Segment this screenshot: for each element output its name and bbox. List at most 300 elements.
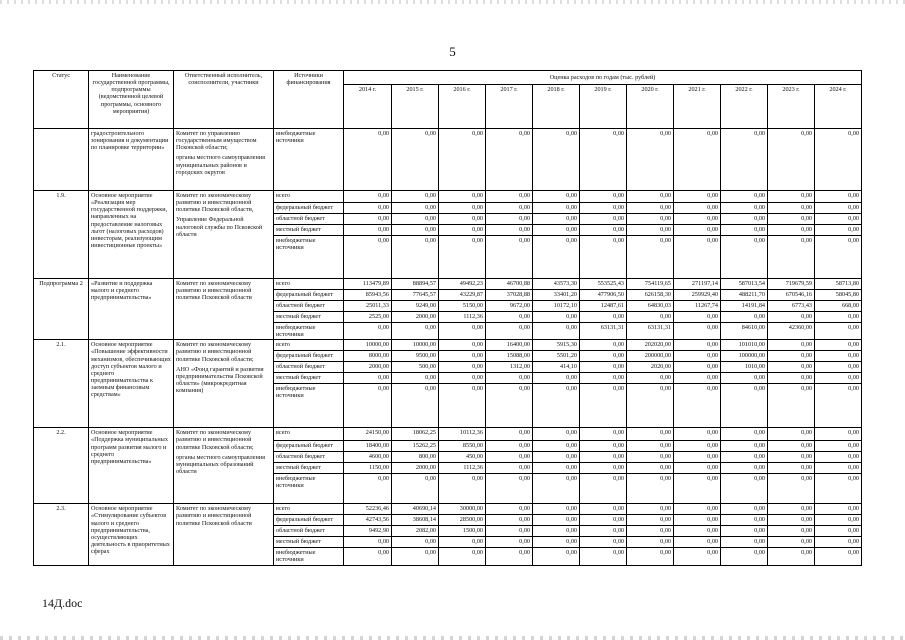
value-cell: 24150,00 xyxy=(344,428,392,441)
value-cell: 0,00 xyxy=(392,214,439,225)
value-cell: 0,00 xyxy=(768,203,815,214)
value-cell: 64830,03 xyxy=(627,301,674,312)
header-year: 2017 г. xyxy=(486,85,533,129)
value-cell: 0,00 xyxy=(768,214,815,225)
source-cell: внебюджетные источники xyxy=(274,129,344,191)
value-cell: 0,00 xyxy=(768,312,815,323)
value-cell: 0,00 xyxy=(815,203,862,214)
value-cell: 0,00 xyxy=(486,384,533,428)
value-cell: 0,00 xyxy=(533,203,580,214)
value-cell: 18062,25 xyxy=(392,428,439,441)
value-cell: 0,00 xyxy=(674,441,721,452)
source-cell: всего xyxy=(274,428,344,441)
value-cell: 0,00 xyxy=(721,373,768,384)
status-cell: 2.2. xyxy=(34,428,89,504)
source-cell: местный бюджет xyxy=(274,225,344,236)
responsible-cell xyxy=(174,279,274,340)
value-cell: 0,00 xyxy=(768,441,815,452)
value-cell: 16400,00 xyxy=(486,340,533,351)
value-cell: 0,00 xyxy=(392,373,439,384)
value-cell: 488211,70 xyxy=(721,290,768,301)
header-year: 2015 г. xyxy=(392,85,439,129)
value-cell: 0,00 xyxy=(674,236,721,279)
value-cell: 63131,31 xyxy=(580,323,627,340)
value-cell: 43573,30 xyxy=(533,279,580,290)
header-year: 2024 г. xyxy=(815,85,862,129)
value-cell: 0,00 xyxy=(486,373,533,384)
value-cell: 0,00 xyxy=(815,214,862,225)
value-cell: 0,00 xyxy=(486,441,533,452)
value-cell: 0,00 xyxy=(486,203,533,214)
source-cell: областной бюджет xyxy=(274,214,344,225)
value-cell: 0,00 xyxy=(815,463,862,474)
value-cell: 0,00 xyxy=(721,312,768,323)
status-cell xyxy=(34,129,89,191)
value-cell: 84610,00 xyxy=(721,323,768,340)
value-cell: 0,00 xyxy=(627,129,674,191)
scan-noise-top xyxy=(0,0,905,4)
value-cell: 0,00 xyxy=(392,384,439,428)
header-year: 2018 г. xyxy=(533,85,580,129)
value-cell: 0,00 xyxy=(721,191,768,203)
value-cell: 0,00 xyxy=(439,129,486,191)
header-status: Статус xyxy=(34,71,89,129)
value-cell: 0,00 xyxy=(674,452,721,463)
value-cell: 10172,10 xyxy=(533,301,580,312)
value-cell: 0,00 xyxy=(674,548,721,565)
name-cell: градостроительного зонирования и документации по планировке территории» xyxy=(89,129,174,191)
value-cell: 0,00 xyxy=(721,428,768,441)
value-cell: 0,00 xyxy=(815,548,862,565)
value-cell: 0,00 xyxy=(439,236,486,279)
value-cell: 200000,00 xyxy=(627,351,674,362)
value-cell: 0,00 xyxy=(486,463,533,474)
source-cell: областной бюджет xyxy=(274,452,344,463)
value-cell: 0,00 xyxy=(486,225,533,236)
value-cell: 1112,36 xyxy=(439,312,486,323)
value-cell: 0,00 xyxy=(533,548,580,565)
source-cell: внебюджетные источники xyxy=(274,236,344,279)
value-cell: 0,00 xyxy=(439,351,486,362)
value-cell: 58045,80 xyxy=(815,290,862,301)
value-cell: 0,00 xyxy=(768,537,815,548)
name-cell: Основное мероприятие «Поддержка муниципальных программ развития малого и среднего предпринимательства» xyxy=(89,428,174,504)
value-cell: 0,00 xyxy=(533,384,580,428)
value-cell: 0,00 xyxy=(768,474,815,504)
value-cell: 0,00 xyxy=(533,428,580,441)
value-cell: 0,00 xyxy=(768,129,815,191)
value-cell: 0,00 xyxy=(627,515,674,526)
value-cell: 0,00 xyxy=(439,214,486,225)
value-cell: 626158,30 xyxy=(627,290,674,301)
responsible-cell xyxy=(174,428,274,504)
value-cell: 0,00 xyxy=(721,474,768,504)
value-cell: 0,00 xyxy=(533,312,580,323)
name-cell: Основное мероприятие «Реализация мер государственной поддержки, направленных на предоставление налоговых льгот (налоговых расходов) инвесторам, реализующим инвестиционные проекты» xyxy=(89,191,174,279)
value-cell: 10000,00 xyxy=(344,340,392,351)
value-cell: 14191,84 xyxy=(721,301,768,312)
header-year: 2020 г. xyxy=(627,85,674,129)
value-cell: 0,00 xyxy=(580,340,627,351)
value-cell: 0,00 xyxy=(439,225,486,236)
value-cell: 0,00 xyxy=(674,362,721,373)
value-cell: 0,00 xyxy=(533,515,580,526)
value-cell: 9672,00 xyxy=(486,301,533,312)
value-cell: 0,00 xyxy=(533,463,580,474)
header-year: 2023 г. xyxy=(768,85,815,129)
table-row xyxy=(34,340,862,351)
value-cell: 0,00 xyxy=(674,504,721,515)
value-cell: 0,00 xyxy=(580,236,627,279)
responsible-cell xyxy=(174,191,274,279)
source-cell: местный бюджет xyxy=(274,537,344,548)
header-responsible: Ответственный исполнитель, соисполнители, участники xyxy=(174,71,274,129)
value-cell: 0,00 xyxy=(533,452,580,463)
value-cell: 0,00 xyxy=(344,384,392,428)
value-cell: 0,00 xyxy=(674,428,721,441)
value-cell: 0,00 xyxy=(674,384,721,428)
source-cell: местный бюджет xyxy=(274,463,344,474)
value-cell: 1312,00 xyxy=(486,362,533,373)
value-cell: 85943,56 xyxy=(344,290,392,301)
value-cell: 0,00 xyxy=(486,323,533,340)
value-cell: 0,00 xyxy=(721,384,768,428)
value-cell: 0,00 xyxy=(533,214,580,225)
source-cell: всего xyxy=(274,340,344,351)
name-cell: Основное мероприятие «Стимулирование субъектов малого и среднего предпринимательства, осуществляющих деятельность в приоритетных сферах xyxy=(89,504,174,565)
source-cell: внебюджетные источники xyxy=(274,474,344,504)
value-cell: 10112,36 xyxy=(439,428,486,441)
value-cell: 0,00 xyxy=(721,463,768,474)
table-row xyxy=(34,129,862,191)
value-cell: 10000,00 xyxy=(392,340,439,351)
value-cell: 0,00 xyxy=(392,537,439,548)
value-cell: 0,00 xyxy=(627,203,674,214)
value-cell: 9492,90 xyxy=(344,526,392,537)
source-cell: федеральный бюджет xyxy=(274,515,344,526)
name-cell: «Развитие и поддержка малого и среднего предпринимательства» xyxy=(89,279,174,340)
header-row xyxy=(34,71,862,85)
value-cell: 0,00 xyxy=(439,323,486,340)
value-cell: 0,00 xyxy=(533,526,580,537)
value-cell: 0,00 xyxy=(486,129,533,191)
value-cell: 0,00 xyxy=(674,526,721,537)
responsible-item: Управление Федеральной налоговой службы по Псковской области xyxy=(176,216,263,238)
value-cell: 0,00 xyxy=(580,428,627,441)
value-cell: 28500,00 xyxy=(439,515,486,526)
value-cell: 668,00 xyxy=(815,301,862,312)
value-cell: 0,00 xyxy=(580,384,627,428)
value-cell: 0,00 xyxy=(768,428,815,441)
value-cell: 33401,20 xyxy=(533,290,580,301)
value-cell: 15088,00 xyxy=(486,351,533,362)
value-cell: 0,00 xyxy=(439,384,486,428)
value-cell: 0,00 xyxy=(721,504,768,515)
budget-table xyxy=(33,70,862,566)
header-source: Источники финансирования xyxy=(274,71,344,129)
value-cell: 0,00 xyxy=(580,452,627,463)
value-cell: 25011,33 xyxy=(344,301,392,312)
value-cell: 0,00 xyxy=(721,203,768,214)
value-cell: 0,00 xyxy=(486,191,533,203)
value-cell: 8550,00 xyxy=(439,441,486,452)
value-cell: 0,00 xyxy=(580,474,627,504)
value-cell: 0,00 xyxy=(674,323,721,340)
value-cell: 0,00 xyxy=(627,548,674,565)
table-row xyxy=(34,428,862,441)
value-cell: 46700,88 xyxy=(486,279,533,290)
value-cell: 9249,00 xyxy=(392,301,439,312)
value-cell: 0,00 xyxy=(344,474,392,504)
value-cell: 0,00 xyxy=(674,515,721,526)
source-cell: областной бюджет xyxy=(274,362,344,373)
value-cell: 670546,16 xyxy=(768,290,815,301)
value-cell: 0,00 xyxy=(533,129,580,191)
value-cell: 0,00 xyxy=(486,312,533,323)
value-cell: 0,00 xyxy=(815,225,862,236)
value-cell: 8000,00 xyxy=(344,351,392,362)
value-cell: 49492,23 xyxy=(439,279,486,290)
page-number: 5 xyxy=(449,44,456,59)
value-cell: 0,00 xyxy=(392,203,439,214)
value-cell: 0,00 xyxy=(627,428,674,441)
value-cell: 0,00 xyxy=(580,504,627,515)
value-cell: 0,00 xyxy=(392,236,439,279)
value-cell: 18400,00 xyxy=(344,441,392,452)
table-row xyxy=(34,191,862,203)
value-cell: 0,00 xyxy=(674,214,721,225)
value-cell: 0,00 xyxy=(627,537,674,548)
value-cell: 0,00 xyxy=(533,225,580,236)
value-cell: 0,00 xyxy=(768,548,815,565)
value-cell: 0,00 xyxy=(627,236,674,279)
value-cell: 1150,00 xyxy=(344,463,392,474)
value-cell: 1112,36 xyxy=(439,463,486,474)
value-cell: 0,00 xyxy=(344,203,392,214)
value-cell: 0,00 xyxy=(674,312,721,323)
responsible-cell xyxy=(174,129,274,191)
value-cell: 0,00 xyxy=(580,441,627,452)
value-cell: 0,00 xyxy=(815,191,862,203)
header-year-group: Оценка расходов по годам (тыс. рублей) xyxy=(344,71,862,85)
value-cell: 0,00 xyxy=(627,214,674,225)
value-cell: 0,00 xyxy=(721,452,768,463)
document-filename: 14Д.doc xyxy=(42,596,83,610)
value-cell: 0,00 xyxy=(627,384,674,428)
source-cell: внебюджетные источники xyxy=(274,548,344,565)
value-cell: 0,00 xyxy=(627,373,674,384)
value-cell: 0,00 xyxy=(627,474,674,504)
value-cell: 100000,00 xyxy=(721,351,768,362)
value-cell: 477906,50 xyxy=(580,290,627,301)
value-cell: 0,00 xyxy=(721,236,768,279)
value-cell: 0,00 xyxy=(768,362,815,373)
value-cell: 58713,80 xyxy=(815,279,862,290)
value-cell: 0,00 xyxy=(674,340,721,351)
value-cell: 0,00 xyxy=(533,191,580,203)
source-cell: областной бюджет xyxy=(274,526,344,537)
value-cell: 0,00 xyxy=(768,340,815,351)
value-cell: 0,00 xyxy=(674,225,721,236)
value-cell: 0,00 xyxy=(768,236,815,279)
source-cell: федеральный бюджет xyxy=(274,290,344,301)
value-cell: 0,00 xyxy=(392,548,439,565)
value-cell: 0,00 xyxy=(533,323,580,340)
status-cell: Подпрограмма 2 xyxy=(34,279,89,340)
value-cell: 0,00 xyxy=(627,452,674,463)
value-cell: 553525,43 xyxy=(580,279,627,290)
value-cell: 0,00 xyxy=(344,548,392,565)
value-cell: 450,00 xyxy=(439,452,486,463)
value-cell: 0,00 xyxy=(344,373,392,384)
table-row xyxy=(34,279,862,290)
value-cell: 202020,00 xyxy=(627,340,674,351)
value-cell: 0,00 xyxy=(533,373,580,384)
value-cell: 0,00 xyxy=(768,463,815,474)
value-cell: 0,00 xyxy=(344,191,392,203)
header-year: 2014 г. xyxy=(344,85,392,129)
responsible-item: Комитет по экономическому развитию и инвестиционной политике Псковской области xyxy=(176,505,252,527)
responsible-item: Комитет по экономическому развитию и инвестиционной политике Псковской области, xyxy=(176,192,254,214)
value-cell: 0,00 xyxy=(768,526,815,537)
value-cell: 259929,40 xyxy=(674,290,721,301)
responsible-item: органы местного самоуправления муниципальных районов и городских округов xyxy=(176,154,265,176)
value-cell: 0,00 xyxy=(674,203,721,214)
value-cell: 1500,00 xyxy=(439,526,486,537)
value-cell: 0,00 xyxy=(580,526,627,537)
value-cell: 0,00 xyxy=(486,504,533,515)
value-cell: 0,00 xyxy=(627,312,674,323)
responsible-item: Комитет по экономическому развитию и инвестиционной политике Псковской области; xyxy=(176,341,254,363)
value-cell: 0,00 xyxy=(344,537,392,548)
value-cell: 719679,59 xyxy=(768,279,815,290)
value-cell: 0,00 xyxy=(721,225,768,236)
value-cell: 414,10 xyxy=(533,362,580,373)
source-cell: внебюджетные источники xyxy=(274,323,344,340)
value-cell: 0,00 xyxy=(627,463,674,474)
value-cell: 0,00 xyxy=(627,526,674,537)
value-cell: 30000,00 xyxy=(439,504,486,515)
value-cell: 40690,14 xyxy=(392,504,439,515)
value-cell: 0,00 xyxy=(533,504,580,515)
value-cell: 0,00 xyxy=(486,474,533,504)
value-cell: 0,00 xyxy=(768,191,815,203)
value-cell: 0,00 xyxy=(486,236,533,279)
value-cell: 0,00 xyxy=(580,362,627,373)
source-cell: всего xyxy=(274,504,344,515)
value-cell: 0,00 xyxy=(674,537,721,548)
source-cell: внебюджетные источники xyxy=(274,384,344,428)
value-cell: 0,00 xyxy=(344,214,392,225)
value-cell: 0,00 xyxy=(439,340,486,351)
responsible-item: АНО «Фонд гарантий и развития предпринимательства Псковской области» (микрокредитная компания) xyxy=(176,365,264,394)
value-cell: 0,00 xyxy=(486,515,533,526)
value-cell: 0,00 xyxy=(344,236,392,279)
value-cell: 0,00 xyxy=(486,214,533,225)
value-cell: 0,00 xyxy=(721,515,768,526)
value-cell: 42360,00 xyxy=(768,323,815,340)
value-cell: 0,00 xyxy=(486,428,533,441)
value-cell: 0,00 xyxy=(439,373,486,384)
status-cell: 2.1. xyxy=(34,340,89,428)
value-cell: 0,00 xyxy=(580,129,627,191)
value-cell: 0,00 xyxy=(580,203,627,214)
value-cell: 0,00 xyxy=(580,191,627,203)
value-cell: 52236,46 xyxy=(344,504,392,515)
source-cell: всего xyxy=(274,191,344,203)
value-cell: 0,00 xyxy=(768,384,815,428)
value-cell: 15262,25 xyxy=(392,441,439,452)
value-cell: 0,00 xyxy=(439,191,486,203)
value-cell: 9500,00 xyxy=(392,351,439,362)
value-cell: 0,00 xyxy=(486,537,533,548)
value-cell: 0,00 xyxy=(815,474,862,504)
value-cell: 0,00 xyxy=(580,312,627,323)
value-cell: 0,00 xyxy=(815,340,862,351)
value-cell: 4600,00 xyxy=(344,452,392,463)
value-cell: 0,00 xyxy=(815,384,862,428)
value-cell: 0,00 xyxy=(344,323,392,340)
responsible-cell xyxy=(174,504,274,565)
value-cell: 0,00 xyxy=(627,441,674,452)
value-cell: 0,00 xyxy=(392,129,439,191)
value-cell: 0,00 xyxy=(580,537,627,548)
value-cell: 0,00 xyxy=(674,191,721,203)
value-cell: 0,00 xyxy=(721,214,768,225)
status-cell: 2.3. xyxy=(34,504,89,565)
value-cell: 38608,14 xyxy=(392,515,439,526)
header-year: 2016 г. xyxy=(439,85,486,129)
value-cell: 0,00 xyxy=(815,515,862,526)
value-cell: 88894,57 xyxy=(392,279,439,290)
value-cell: 0,00 xyxy=(768,351,815,362)
value-cell: 42743,56 xyxy=(344,515,392,526)
value-cell: 0,00 xyxy=(815,351,862,362)
value-cell: 0,00 xyxy=(815,373,862,384)
responsible-item: Комитет по экономическому развитию и инвестиционной политике Псковской области; xyxy=(176,429,254,451)
source-cell: местный бюджет xyxy=(274,312,344,323)
value-cell: 0,00 xyxy=(815,312,862,323)
value-cell: 5501,20 xyxy=(533,351,580,362)
responsible-item: Комитет по управлению государственным имуществом Псковской области; xyxy=(176,130,257,152)
source-cell: всего xyxy=(274,279,344,290)
value-cell: 0,00 xyxy=(815,362,862,373)
responsible-item: Комитет по экономическому развитию и инвестиционной политике Псковской области xyxy=(176,280,252,302)
value-cell: 6773,43 xyxy=(768,301,815,312)
value-cell: 0,00 xyxy=(815,452,862,463)
source-cell: местный бюджет xyxy=(274,373,344,384)
value-cell: 0,00 xyxy=(392,225,439,236)
value-cell: 0,00 xyxy=(815,537,862,548)
value-cell: 0,00 xyxy=(580,351,627,362)
value-cell: 0,00 xyxy=(627,504,674,515)
value-cell: 587013,54 xyxy=(721,279,768,290)
value-cell: 0,00 xyxy=(580,373,627,384)
value-cell: 0,00 xyxy=(768,515,815,526)
value-cell: 2082,00 xyxy=(392,526,439,537)
value-cell: 12487,61 xyxy=(580,301,627,312)
source-cell: федеральный бюджет xyxy=(274,441,344,452)
value-cell: 0,00 xyxy=(439,362,486,373)
value-cell: 0,00 xyxy=(580,225,627,236)
value-cell: 0,00 xyxy=(815,236,862,279)
value-cell: 0,00 xyxy=(815,526,862,537)
value-cell: 0,00 xyxy=(627,191,674,203)
value-cell: 0,00 xyxy=(533,537,580,548)
value-cell: 0,00 xyxy=(815,129,862,191)
value-cell: 0,00 xyxy=(533,474,580,504)
value-cell: 2000,00 xyxy=(392,463,439,474)
